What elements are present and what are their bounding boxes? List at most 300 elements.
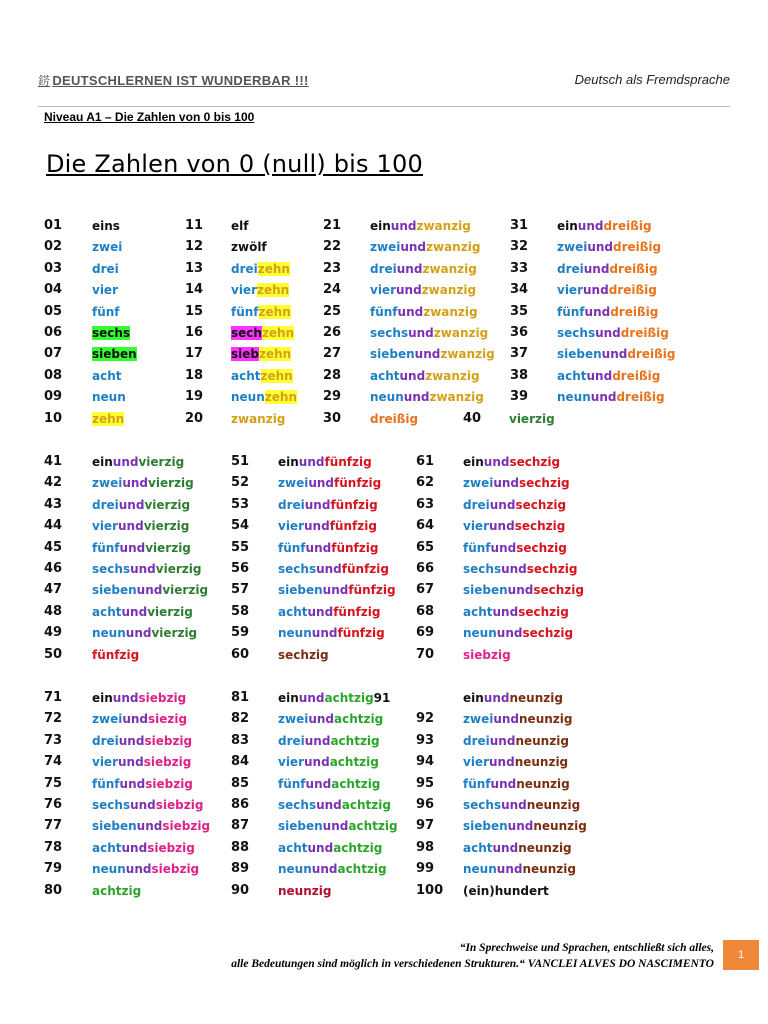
word-part: dreißig [613,240,662,255]
word-part: neunzig [515,733,569,748]
word-part: fünf [463,776,491,791]
number-label: 58 [231,603,250,619]
number-label: 45 [44,539,63,555]
header-left [38,72,309,89]
number-word [231,302,291,322]
word-part: und [492,840,519,855]
word-part: ein [557,219,578,233]
number-word [92,538,191,558]
word-part: achtzig [337,862,387,877]
number-word [278,709,383,729]
word-part: sechzig [519,476,570,491]
number-label: 88 [231,839,250,855]
word-part: drei [92,497,119,512]
word-part: und [136,583,163,598]
number-word [463,881,549,901]
number-word [463,602,569,622]
word-part: und [590,390,617,405]
word-part: sechzig [516,540,567,555]
number-label: 85 [231,775,250,791]
word-part: dreißig [603,219,652,233]
word-part: sechs [278,562,317,576]
word-part: und [496,626,523,641]
number-word [92,280,118,300]
number-label: 17 [185,346,204,362]
number-word [92,688,186,708]
number-label: 40 [463,410,482,426]
number-word [557,280,657,300]
word-part: neun [231,390,265,405]
word-part: acht [370,368,400,383]
number-word [509,409,555,429]
number-word [463,452,560,472]
word-part: und [492,604,519,619]
number-word [463,838,572,858]
word-part: siebzig [463,647,511,662]
number-word [92,774,193,794]
word-part: vier [278,755,304,770]
word-part: siebzig [138,691,187,705]
number-word [278,688,390,708]
number-label: 20 [185,410,204,426]
word-part: drei [463,733,490,748]
number-label: 56 [231,561,250,576]
number-word [463,795,580,815]
word-part: und [397,304,424,319]
number-label: 99 [416,861,435,877]
number-label: 60 [231,646,250,662]
number-label: 07 [44,346,63,362]
word-part: achtzig [324,691,374,705]
word-part: vier [278,519,304,534]
number-word [278,516,377,536]
word-part: und [307,604,334,619]
word-part: und [305,776,332,791]
word-part: 91 [373,691,391,705]
number-label: 41 [44,454,63,469]
word-part: sieben [370,347,415,362]
number-label: 12 [185,239,204,255]
word-part: sieben [278,819,323,834]
word-part: sieben [92,347,137,362]
word-part: zehn [261,326,295,340]
word-part: und [583,283,609,298]
number-label: 23 [323,260,342,276]
word-part: und [501,798,527,812]
number-word [278,645,329,665]
number-label: 13 [185,260,204,276]
number-label: 43 [44,496,63,512]
number-word [92,559,201,579]
word-part: sieben [92,583,137,598]
number-label: 77 [44,818,63,834]
number-word [92,881,141,901]
word-part: ein [92,455,113,469]
number-label: 96 [416,797,435,812]
number-word [231,216,248,236]
word-part: siebzig [144,733,193,748]
word-part: zwanzig [231,411,286,426]
number-label: 05 [44,303,63,319]
number-word [278,623,385,643]
number-word [278,538,378,558]
word-part: achtzig [348,819,398,834]
word-part: fünf [370,304,398,319]
word-part: sieben [557,347,602,362]
word-part: vierzig [145,540,191,555]
word-part: zwei [557,240,588,255]
number-label: 93 [416,732,435,748]
page-title: Die Zahlen von 0 (null) bis 100 [46,150,423,178]
number-word [92,495,190,515]
word-part: zehn [258,304,291,319]
word-part: und [400,240,427,255]
word-part: dreißig [627,347,676,362]
word-part: und [483,455,510,469]
word-part: neun [463,862,497,877]
number-word [463,473,570,493]
word-part: und [577,219,604,233]
word-part: und [118,733,145,748]
number-label: 64 [416,518,435,534]
word-part: neunzig [509,691,563,705]
word-part: sechs [278,798,317,812]
number-label: 75 [44,775,63,791]
word-part: neunzig [526,798,581,812]
number-label: 10 [44,410,63,426]
number-word [278,752,379,772]
number-label: 97 [416,818,435,834]
word-part: achtzig [331,776,381,791]
number-word [557,366,660,386]
word-part: drei [557,261,584,276]
word-part: und [118,519,144,534]
number-label: 100 [416,882,444,898]
number-word [278,859,387,879]
page-number: 1 [723,940,759,970]
word-part: sieb [231,347,259,362]
word-part: sieben [278,583,323,598]
number-label: 72 [44,711,63,727]
number-word [92,366,122,386]
word-part: neun [370,390,404,405]
number-label: 06 [44,325,63,340]
number-word [278,580,396,600]
word-part: und [322,583,349,598]
word-part: sieben [463,819,508,834]
word-part: dreißig [620,326,669,340]
word-part: und [307,840,334,855]
number-label: 90 [231,882,250,898]
number-word [92,302,120,322]
word-part: und [507,819,534,834]
word-part: sechs [557,326,596,340]
number-word [370,302,478,322]
number-label: 27 [323,346,342,362]
number-label: 76 [44,797,63,812]
number-label: 84 [231,754,250,770]
number-word [92,516,189,536]
number-label: 57 [231,582,250,598]
word-part: und [403,390,430,405]
word-part: zwei [92,476,123,491]
word-part: und [490,776,517,791]
word-part: neun [92,862,126,877]
number-word [370,323,488,343]
number-word [370,280,476,300]
word-part: und [136,819,163,834]
number-word [463,709,572,729]
number-label: 62 [416,475,435,491]
word-part: zwölf [231,240,267,255]
word-part: fünf [92,776,120,791]
word-part: zwanzig [416,219,471,233]
number-word [92,452,184,472]
word-part: zwei [278,476,309,491]
word-part: neunzig [522,862,576,877]
word-part: zwei [278,712,309,727]
number-label: 29 [323,389,342,405]
word-part: vier [92,519,118,534]
number-word [463,731,569,751]
number-word [278,731,380,751]
number-word [557,344,675,364]
word-part: fünfzig [337,626,385,641]
word-part: sech [231,326,262,340]
word-part: elf [231,219,249,233]
word-part: und [490,540,517,555]
word-part: und [118,755,144,770]
number-word [278,774,380,794]
word-part: neunzig [519,712,573,727]
number-label: 42 [44,475,63,491]
header-title: DEUTSCHLERNEN IST WUNDERBAR !!! [52,73,309,88]
number-word [92,795,203,815]
word-part: und [489,733,516,748]
header-right: Deutsch als Fremdsprache [574,72,730,87]
number-label: 66 [416,561,435,576]
word-part: fünfzig [348,583,396,598]
word-part: siebzig [151,862,200,877]
number-word [92,816,210,836]
number-label: 02 [44,239,63,255]
word-part: dreißig [608,283,657,298]
number-word [231,366,293,386]
number-label: 11 [185,218,204,233]
number-word [231,280,289,300]
number-label: 33 [510,260,529,276]
number-word [463,538,567,558]
word-part: zwei [463,712,494,727]
number-label: 49 [44,625,63,641]
number-label: 32 [510,239,529,255]
number-label: 19 [185,389,204,405]
word-part: zwanzig [425,368,480,383]
number-word [463,580,584,600]
number-label: 98 [416,839,435,855]
word-part: vier [557,283,583,298]
number-label: 21 [323,218,342,233]
word-part: acht [92,604,122,619]
word-part: und [390,219,417,233]
number-word [278,559,389,579]
number-label: 26 [323,325,342,340]
word-part: siebzig [145,776,193,791]
word-part: vier [463,519,489,534]
number-label: 86 [231,797,250,812]
word-part: zehn [257,283,290,298]
word-part: vierzig [151,626,198,641]
number-word [463,559,577,579]
word-part: und [408,326,434,340]
number-word [92,838,195,858]
word-part: achtzig [341,798,391,812]
word-part: vierzig [509,411,555,426]
word-part: achtzig [333,840,383,855]
number-label: 18 [185,367,204,383]
number-label: 36 [510,325,529,340]
word-part: und [130,798,156,812]
number-word [92,859,199,879]
word-part: vierzig [144,497,191,512]
word-part: vierzig [155,562,202,576]
number-label: 55 [231,539,250,555]
number-label: 39 [510,389,529,405]
number-word [557,237,661,257]
word-part: fünf [463,540,491,555]
word-part: zwei [92,240,123,255]
word-part: und [119,540,146,555]
number-label: 69 [416,625,435,641]
word-part: und [586,368,613,383]
number-label: 09 [44,389,63,405]
number-word [370,237,480,257]
number-label: 59 [231,625,250,641]
word-part: und [121,840,148,855]
number-label: 82 [231,711,250,727]
word-part: zwei [370,240,401,255]
word-part: (ein)hundert [463,883,549,898]
word-part: ein [463,455,484,469]
number-label: 30 [323,410,342,426]
word-part: fünf [278,776,306,791]
number-word [370,344,495,364]
number-label: 52 [231,475,250,491]
number-label: 22 [323,239,342,255]
word-part: vier [231,283,257,298]
number-label: 46 [44,561,63,576]
word-part: dreißig [370,411,419,426]
number-word [463,645,511,665]
word-part: und [587,240,614,255]
number-label: 53 [231,496,250,512]
word-part: und [125,862,152,877]
number-word [92,409,124,429]
number-label: 92 [416,711,435,727]
word-part: und [316,798,342,812]
word-part: sechzig [522,626,574,641]
word-part: zehn [92,411,125,426]
number-word [278,795,391,815]
word-part: zehn [260,368,293,383]
number-label: 14 [185,282,204,298]
word-part: achtzig [334,712,384,727]
word-part: drei [370,261,397,276]
number-label: 73 [44,732,63,748]
word-part: fünfzig [329,519,377,534]
word-part: und [122,712,149,727]
word-part: drei [231,261,258,276]
number-label: 04 [44,282,63,298]
word-part: dreißig [616,390,665,405]
word-part: vierzig [147,604,193,619]
number-label: 01 [44,218,63,233]
number-label: 31 [510,218,529,233]
number-label: 50 [44,646,63,662]
word-part: und [489,497,516,512]
word-part: und [489,519,515,534]
word-part: ein [370,219,391,233]
word-part: siebzig [155,798,204,812]
word-part: neunzig [278,883,332,898]
word-part: fünf [92,540,120,555]
number-word [92,602,193,622]
word-part: drei [92,261,119,276]
word-part: acht [92,368,122,383]
word-part: ein [463,691,484,705]
word-part: fünfzig [331,540,379,555]
word-part: siebzig [162,819,211,834]
number-word [92,731,192,751]
number-word [92,259,119,279]
word-part: acht [278,604,308,619]
word-part: sechzig [526,562,578,576]
word-part: sechzig [514,519,566,534]
word-part: sieben [92,819,137,834]
word-part: und [584,304,611,319]
number-word [370,409,418,429]
word-part: und [298,691,325,705]
word-part: und [311,862,338,877]
word-part: vier [370,283,396,298]
number-word [92,387,126,407]
word-part: acht [463,840,493,855]
number-label: 24 [323,282,342,298]
word-part: und [304,755,330,770]
number-word [92,645,139,665]
number-label: 81 [231,690,250,705]
word-part: neun [92,626,126,641]
word-part: zwanzig [440,347,495,362]
word-part: drei [278,733,305,748]
number-word [278,838,382,858]
word-part: und [121,604,148,619]
word-part: fünf [92,304,120,319]
header-rule [38,106,730,107]
number-word [92,216,120,236]
number-word [370,366,480,386]
word-part: und [483,691,510,705]
word-part: und [595,326,621,340]
number-word [463,774,570,794]
number-label: 95 [416,775,435,791]
number-label: 48 [44,603,63,619]
quote-line-2: alle Bedeutungen sind möglich in verschiedenen Strukturen.“ VANCLEI ALVES DO NASCIMENTO [231,958,714,970]
word-part: und [304,519,330,534]
word-part: fünf [557,304,585,319]
word-part: acht [278,840,308,855]
word-part: fünfzig [92,647,140,662]
